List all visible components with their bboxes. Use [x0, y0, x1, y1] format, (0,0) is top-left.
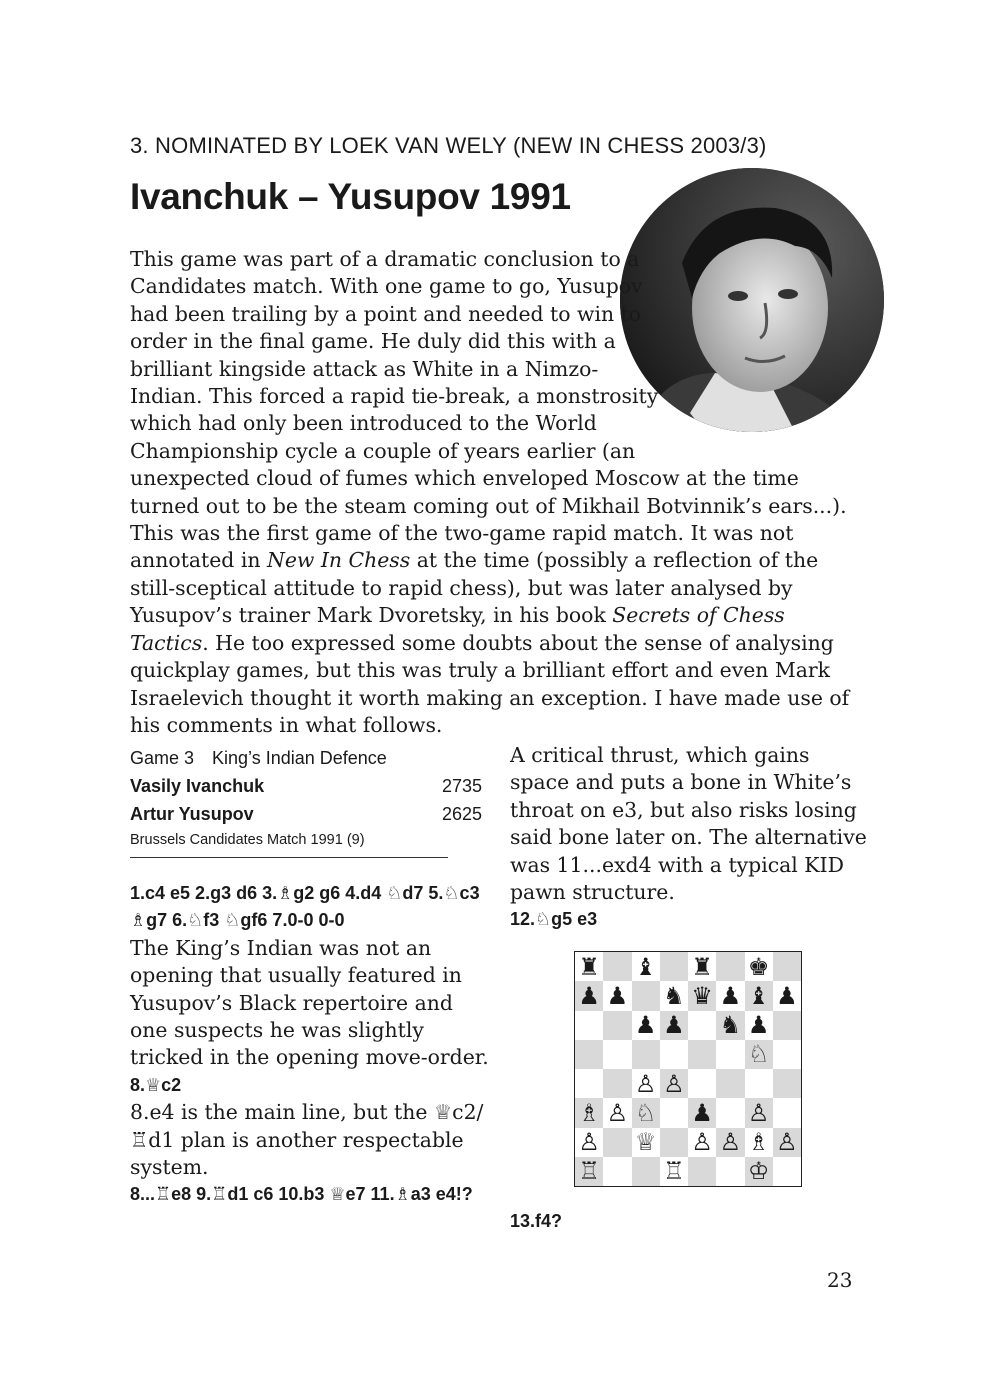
- square-a6: [575, 1011, 603, 1040]
- diagram-caption-move-13: 13.f4?: [510, 1211, 563, 1231]
- page-number: 23: [827, 1268, 853, 1292]
- square-b5: [603, 1040, 631, 1069]
- moves-1-to-7: 1.c4 e5 2.g3 d6 3.♗g2 g6 4.d4 ♘d7 5.♘c3 ♗g7 6.♘f3 ♘gf6 7.0-0 0-0: [130, 883, 480, 931]
- move-12: 12.♘g5 e3: [510, 909, 598, 930]
- square-h3: [773, 1098, 801, 1127]
- square-f4: [716, 1069, 744, 1098]
- square-a2: ♙: [575, 1128, 603, 1157]
- square-h8: [773, 952, 801, 981]
- game-info-row: [130, 744, 482, 772]
- square-b1: [603, 1157, 631, 1186]
- square-g3: ♙: [745, 1098, 773, 1127]
- header-divider: [130, 857, 448, 858]
- square-c3: ♘: [632, 1098, 660, 1127]
- square-d5: [660, 1040, 688, 1069]
- square-f6: ♞: [716, 1011, 744, 1040]
- square-e4: [688, 1069, 716, 1098]
- square-h7: ♟: [773, 981, 801, 1010]
- square-f1: [716, 1157, 744, 1186]
- game-label: Game 3: [130, 748, 195, 768]
- square-c7: [632, 981, 660, 1010]
- square-b6: [603, 1011, 631, 1040]
- square-g4: [745, 1069, 773, 1098]
- square-d4: ♙: [660, 1069, 688, 1098]
- square-g7: ♝: [745, 981, 773, 1010]
- square-g1: ♔: [745, 1157, 773, 1186]
- square-e1: [688, 1157, 716, 1186]
- square-d6: ♟: [660, 1011, 688, 1040]
- intro-text-3: . He too expressed some doubts about the sense of analysing quickplay games, but this was truly a brilliant effort and even Mark Israelevich thought it worth making an exception. I have made use of his comments in what follows.: [130, 630, 850, 737]
- square-g6: ♟: [745, 1011, 773, 1040]
- black-player-rating: 2625: [441, 804, 482, 824]
- square-h2: ♙: [773, 1128, 801, 1157]
- square-f3: [716, 1098, 744, 1127]
- square-a7: ♟: [575, 981, 603, 1010]
- square-f2: ♙: [716, 1128, 744, 1157]
- game-header: [130, 744, 482, 850]
- square-e6: [688, 1011, 716, 1040]
- chapter-kicker: 3. NOMINATED BY LOEK VAN WELY (NEW IN CHESS 2003/3): [130, 133, 767, 158]
- square-c1: [632, 1157, 660, 1186]
- square-h1: [773, 1157, 801, 1186]
- intro-text-1: This game was part of a dramatic conclusion to a Candidates match. With one game to go, Yusupov had been trailing by a point and needed to win to order in the final game. He duly did this with a brilliant kingside attack as White in a Nimzo-Indian. This forced a rapid tie-break, a monstrosity which had only been introduced to the World Championship cycle a couple of years earlier (an unexpected cloud of fumes which enveloped Moscow at the time turned out to be the steam coming out of Mikhail Botvinnik’s ears...). This was the first game of the two-game rapid match. It was not annotated in: [130, 247, 847, 573]
- square-a8: ♜: [575, 952, 603, 981]
- square-d3: [660, 1098, 688, 1127]
- square-e8: ♜: [688, 952, 716, 981]
- square-g8: ♚: [745, 952, 773, 981]
- square-a1: ♖: [575, 1157, 603, 1186]
- intro-book-title-new-in-chess: New In Chess: [266, 548, 411, 573]
- game-title: Ivanchuk – Yusupov 1991: [130, 176, 571, 217]
- square-g5: ♘: [745, 1040, 773, 1069]
- square-a5: [575, 1040, 603, 1069]
- square-b8: [603, 952, 631, 981]
- intro-book-title-secrets: Secrets of Chess Tactics: [130, 603, 785, 655]
- square-c8: ♝: [632, 952, 660, 981]
- moves-8-to-11: 8...♖e8 9.♖d1 c6 10.b3 ♕e7 11.♗a3 e4!?: [130, 1184, 473, 1205]
- square-e5: [688, 1040, 716, 1069]
- opening-name: King’s Indian Defence: [212, 748, 387, 768]
- square-c2: ♕: [632, 1128, 660, 1157]
- square-c6: ♟: [632, 1011, 660, 1040]
- square-d2: [660, 1128, 688, 1157]
- comment-move-8: 8.e4 is the main line, but the ♕c2/♖d1 plan is another respectable system.: [130, 1100, 484, 1180]
- square-a3: ♗: [575, 1098, 603, 1127]
- square-g2: ♗: [745, 1128, 773, 1157]
- comment-move-11: A critical thrust, which gains space and puts a bone in White’s throat on e3, but also risks losing said bone later on. The alternative was 11...exd4 with a typical KID pawn structure.: [510, 743, 867, 905]
- comment-opening: The King’s Indian was not an opening that usually featured in Yusupov’s Black repertoire and one suspects he was slightly tricked in the opening move-order.: [130, 935, 489, 1070]
- square-d7: ♞: [660, 981, 688, 1010]
- black-player-row: [130, 800, 482, 828]
- white-player-row: [130, 772, 482, 800]
- square-c5: [632, 1040, 660, 1069]
- square-b2: [603, 1128, 631, 1157]
- right-column: [510, 742, 870, 934]
- square-a4: [575, 1069, 603, 1098]
- portrait-text-wrap: [660, 246, 865, 442]
- white-player-name: Vasily Ivanchuk: [130, 776, 265, 796]
- square-d1: ♖: [660, 1157, 688, 1186]
- square-b3: ♙: [603, 1098, 631, 1127]
- square-e3: ♟: [688, 1098, 716, 1127]
- white-player-rating: 2735: [441, 776, 482, 796]
- chess-diagram: [574, 951, 802, 1187]
- square-b4: [603, 1069, 631, 1098]
- square-c4: ♙: [632, 1069, 660, 1098]
- square-e7: ♛: [688, 981, 716, 1010]
- left-column: [130, 880, 490, 1209]
- square-f5: [716, 1040, 744, 1069]
- intro-paragraph: [130, 246, 865, 739]
- square-e2: ♙: [688, 1128, 716, 1157]
- intro-text-2: at the time (possibly a reflection of the still-sceptical attitude to rapid chess), but was later analysed by Yusupov’s trainer Mark Dvoretsky, in his book: [130, 548, 819, 628]
- square-h6: [773, 1011, 801, 1040]
- square-f8: [716, 952, 744, 981]
- square-d8: [660, 952, 688, 981]
- event-line: Brussels Candidates Match 1991 (9): [130, 832, 365, 848]
- black-player-name: Artur Yusupov: [130, 804, 254, 824]
- square-h5: [773, 1040, 801, 1069]
- square-b7: ♟: [603, 981, 631, 1010]
- square-f7: ♟: [716, 981, 744, 1010]
- move-8: 8.♕c2: [130, 1074, 182, 1095]
- square-h4: [773, 1069, 801, 1098]
